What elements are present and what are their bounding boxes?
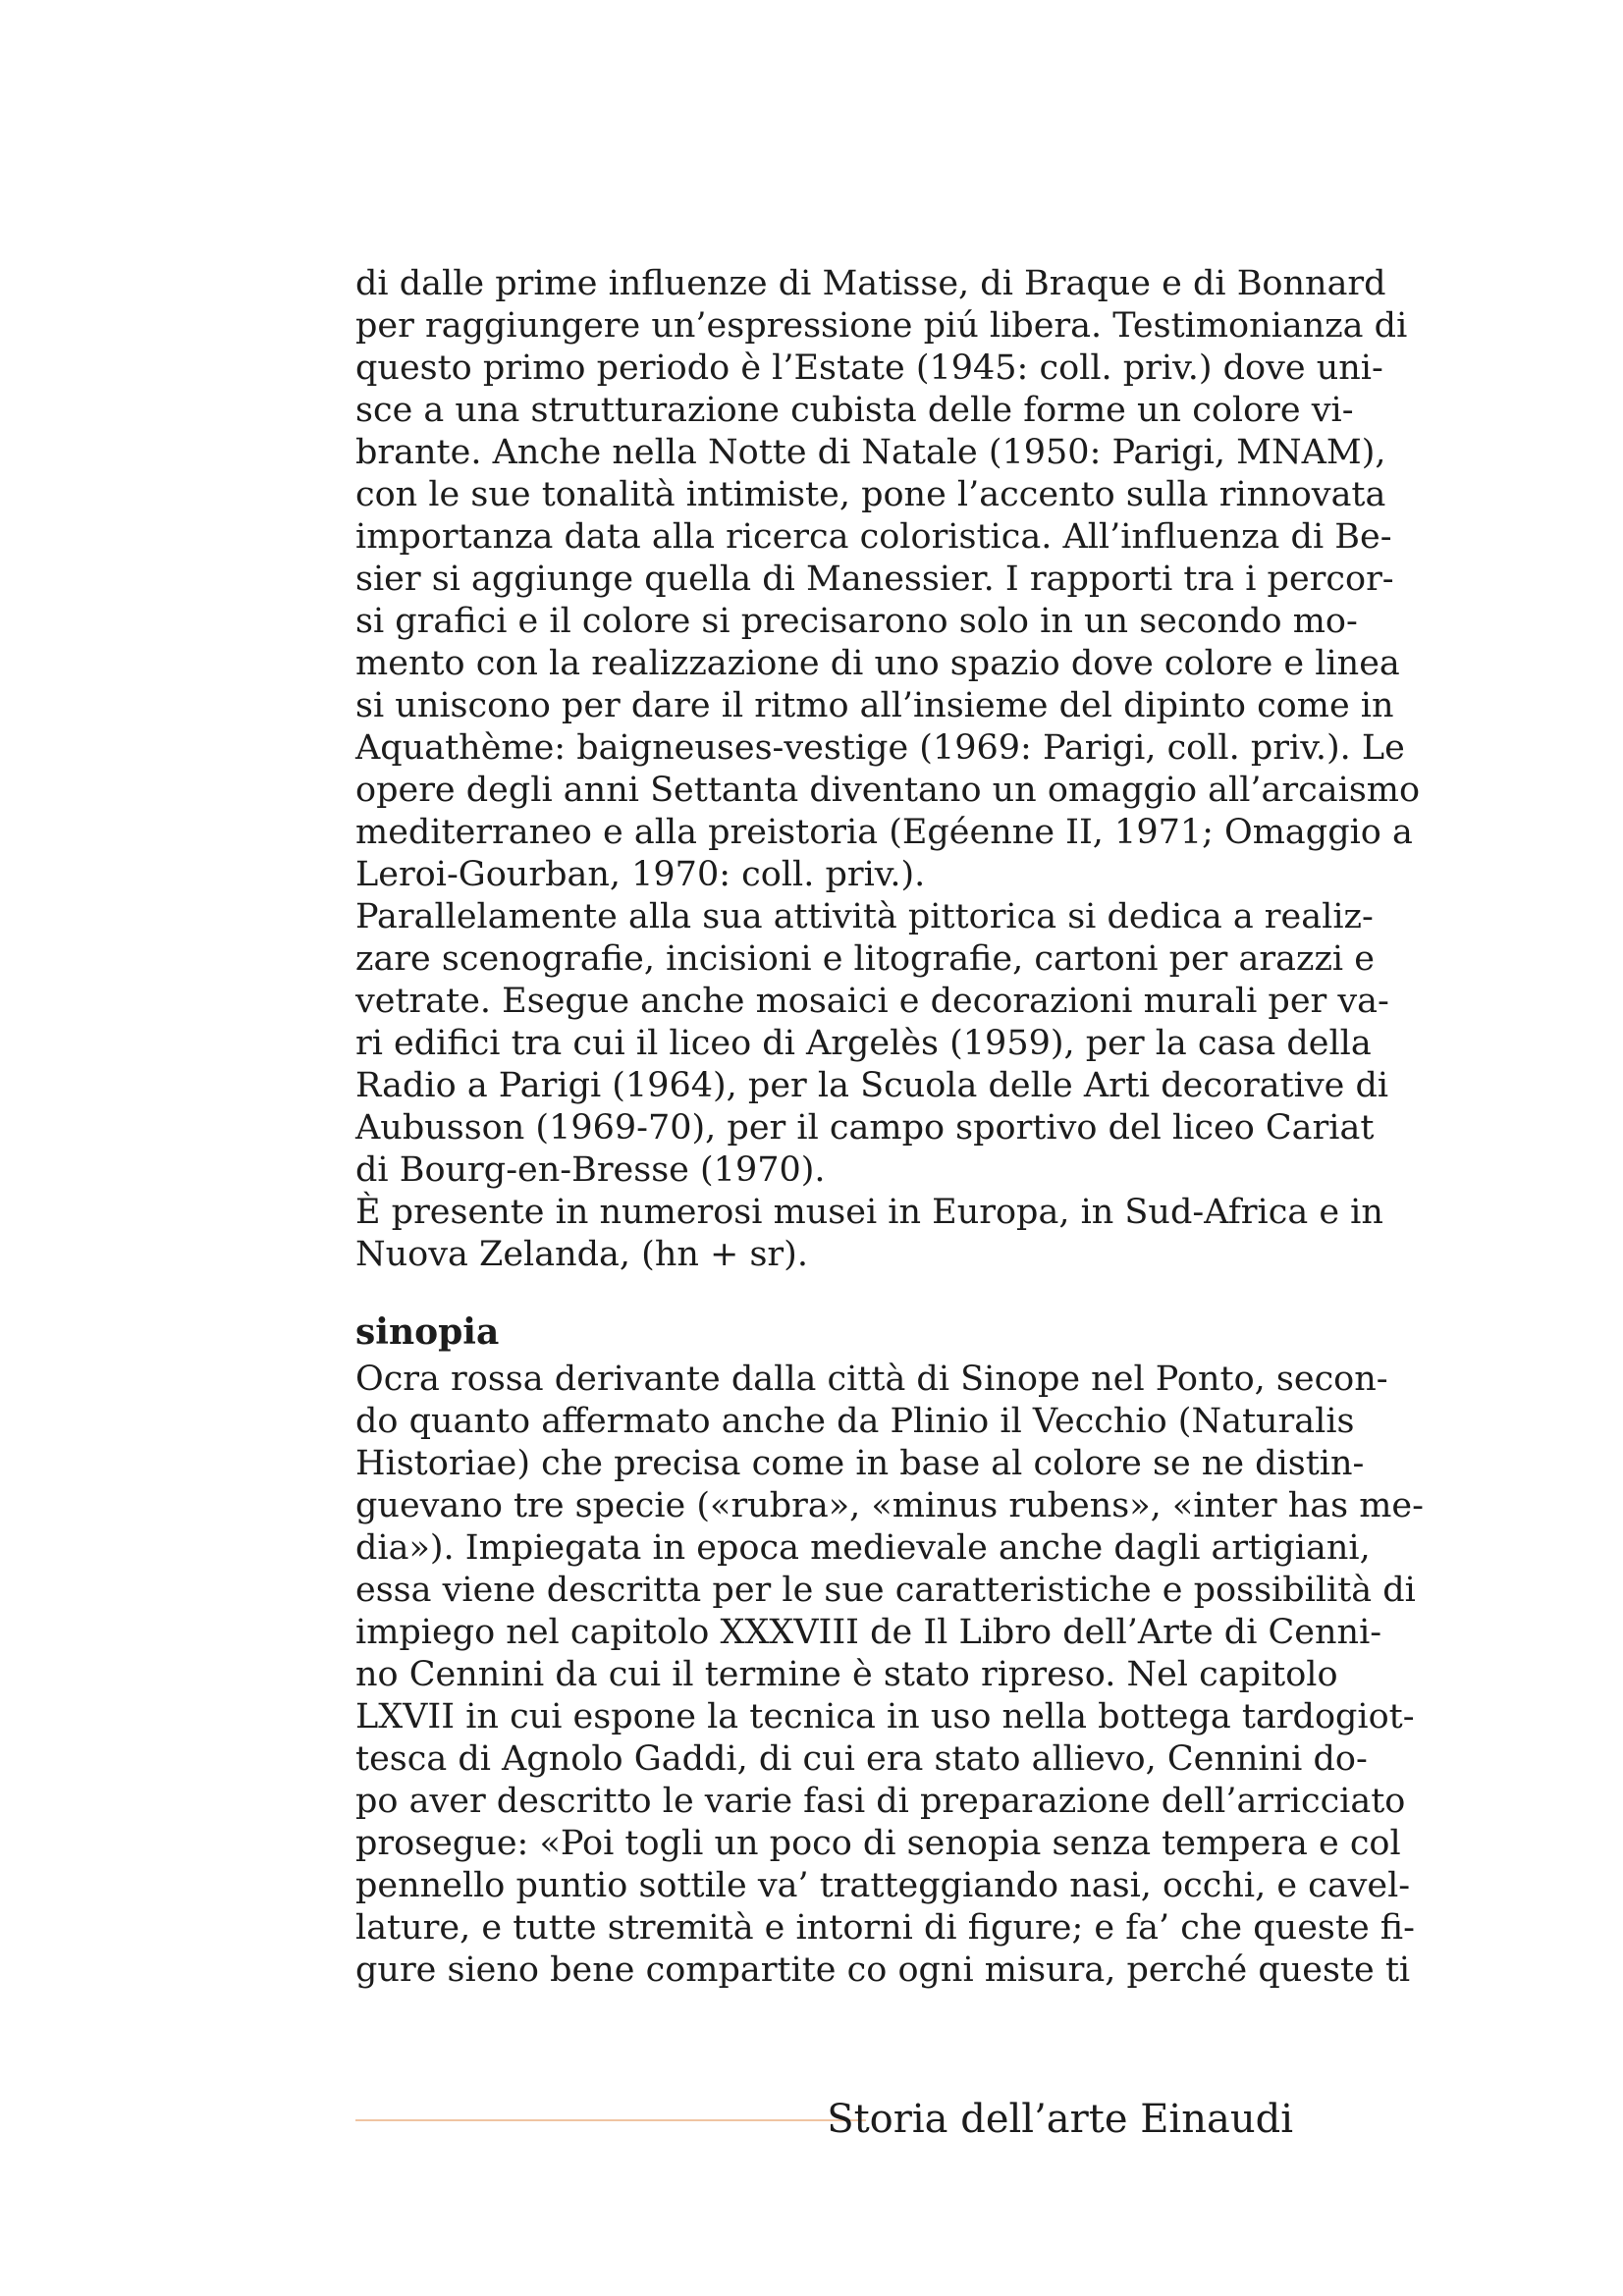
text-line: si grafici e il colore si precisarono solo in un secondo mo- <box>355 602 1358 641</box>
text-line: lature, e tutte stremità e intorni di figure; e fa’ che queste fi- <box>355 1908 1415 1948</box>
body-text <box>355 263 1424 1992</box>
text-line: di Bourg-en-Bresse (1970). <box>355 1150 826 1190</box>
text-line: importanza data alla ricerca coloristica. All’influenza di Be- <box>355 517 1392 557</box>
text-line: essa viene descritta per le sue caratteristiche e possibilità di <box>355 1571 1416 1610</box>
text-line: di dalle prime influenze di Matisse, di Braque e di Bonnard <box>355 264 1386 303</box>
text-line: impiego nel capitolo XXXVIII de Il Libro dell’Arte di Cenni- <box>355 1613 1382 1652</box>
entry-heading: sinopia <box>355 1311 500 1353</box>
text-line: Nuova Zelanda, (hn + sr). <box>355 1235 808 1274</box>
text-line: brante. Anche nella Notte di Natale (1950: Parigi, MNAM), <box>355 433 1386 472</box>
text-line: tesca di Agnolo Gaddi, di cui era stato allievo, Cennini do- <box>355 1739 1368 1779</box>
text-line: prosegue: «Poi togli un poco di senopia senza tempera e col <box>355 1824 1401 1863</box>
text-line: ri edifici tra cui il liceo di Argelès (1959), per la casa della <box>355 1024 1372 1063</box>
page-footer <box>355 2095 1293 2144</box>
text-line: Historiae) che precisa come in base al colore se ne distin- <box>355 1444 1365 1483</box>
text-line: Parallelamente alla sua attività pittorica si dedica a realiz- <box>355 897 1374 936</box>
text-line: Aquathème: baigneuses-vestige (1969: Parigi, coll. priv.). Le <box>355 728 1405 768</box>
text-line: sier si aggiunge quella di Manessier. I rapporti tra i percor- <box>355 560 1394 599</box>
text-line: per raggiungere un’espressione piú libera. Testimonianza di <box>355 306 1408 346</box>
text-line: vetrate. Esegue anche mosaici e decorazioni murali per va- <box>355 982 1389 1021</box>
text-line: Ocra rossa derivante dalla città di Sinope nel Ponto, secon- <box>355 1360 1388 1399</box>
text-line: po aver descritto le varie fasi di preparazione dell’arricciato <box>355 1782 1406 1821</box>
text-line: si uniscono per dare il ritmo all’insieme del dipinto come in <box>355 686 1394 725</box>
text-line: Radio a Parigi (1964), per la Scuola delle Arti decorative di <box>355 1066 1389 1105</box>
text-line: mento con la realizzazione di uno spazio dove colore e linea <box>355 644 1400 683</box>
text-line: guevano tre specie («rubra», «minus rubens», «inter has me- <box>355 1486 1424 1525</box>
text-line: no Cennini da cui il termine è stato ripreso. Nel capitolo <box>355 1655 1338 1694</box>
footer-rule <box>355 2119 866 2121</box>
text-line: Aubusson (1969-70), per il campo sportivo del liceo Cariat <box>355 1108 1375 1148</box>
text-line: Leroi-Gourban, 1970: coll. priv.). <box>355 855 926 894</box>
text-line: opere degli anni Settanta diventano un omaggio all’arcaismo <box>355 771 1421 810</box>
text-line: zare scenografie, incisioni e litografie, cartoni per arazzi e <box>355 939 1375 979</box>
text-line: con le sue tonalità intimiste, pone l’accento sulla rinnovata <box>355 475 1386 514</box>
text-line: do quanto affermato anche da Plinio il Vecchio (Naturalis <box>355 1402 1355 1441</box>
text-line: È presente in numerosi musei in Europa, in Sud-Africa e in <box>355 1193 1383 1232</box>
text-line: gure sieno bene compartite co ogni misura, perché queste ti <box>355 1950 1411 1990</box>
text-line: mediterraneo e alla preistoria (Egéenne II, 1971; Omaggio a <box>355 813 1413 852</box>
text-line: sce a una strutturazione cubista delle forme un colore vi- <box>355 391 1354 430</box>
text-line: dia»). Impiegata in epoca medievale anche dagli artigiani, <box>355 1528 1371 1568</box>
text-line: LXVII in cui espone la tecnica in uso nella bottega tardogiot- <box>355 1697 1415 1736</box>
text-line: questo primo periodo è l’Estate (1945: coll. priv.) dove uni- <box>355 348 1383 388</box>
text-line: pennello puntio sottile va’ tratteggiando nasi, occhi, e cavel- <box>355 1866 1411 1905</box>
footer-title: Storia dell’arte Einaudi <box>827 2097 1293 2142</box>
